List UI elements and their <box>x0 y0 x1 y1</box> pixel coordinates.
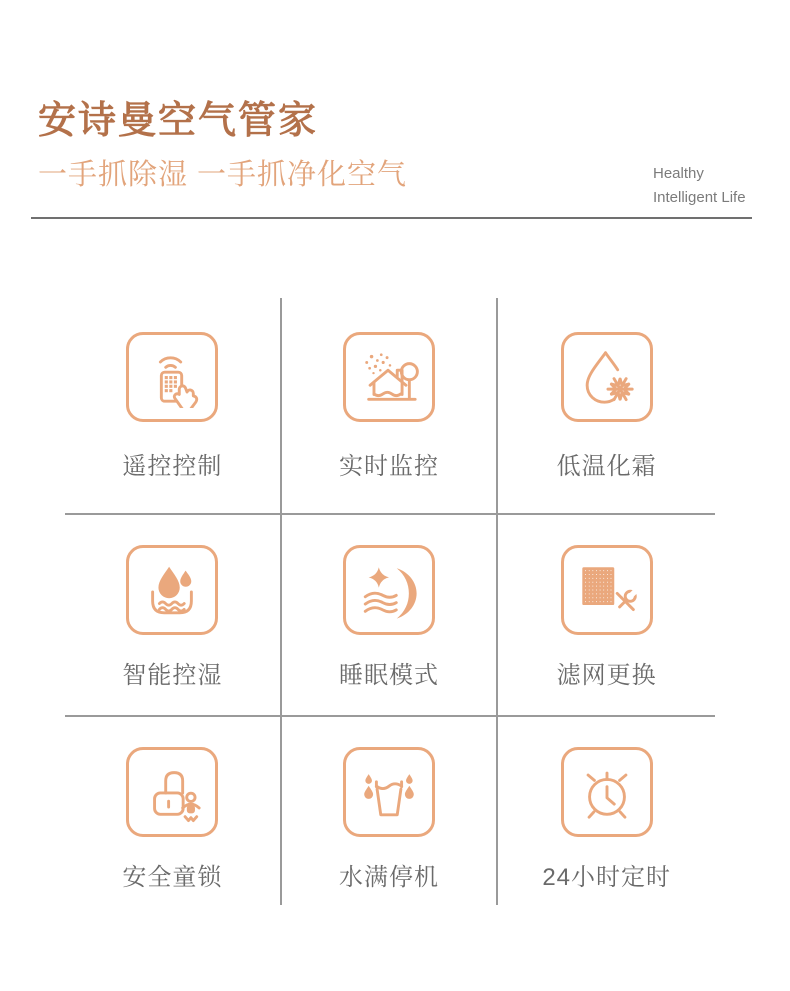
tagline-line2: Intelligent Life <box>653 189 746 206</box>
remote-control-icon <box>141 346 203 408</box>
feature-cell-defrost <box>498 298 715 515</box>
icon-frame <box>126 747 218 837</box>
page-subtitle: 一手抓除湿 一手抓净化空气 <box>38 159 408 191</box>
feature-cell-humidity-control <box>65 515 282 717</box>
features-grid <box>65 298 715 905</box>
icon-frame <box>561 545 653 635</box>
feature-label: 24小时定时 <box>542 864 672 891</box>
feature-cell-sleep-mode <box>282 515 499 717</box>
water-full-bucket-icon <box>358 761 420 823</box>
feature-cell-filter-replacement <box>498 515 715 717</box>
humidity-drops-tank-icon <box>141 559 203 621</box>
icon-frame <box>343 545 435 635</box>
alarm-clock-timer-icon <box>576 761 638 823</box>
feature-label: 智能控湿 <box>122 662 223 689</box>
tagline <box>653 162 746 210</box>
icon-frame <box>126 332 218 422</box>
feature-label: 遥控控制 <box>122 453 223 480</box>
feature-cell-child-lock <box>65 717 282 905</box>
icon-frame <box>126 545 218 635</box>
defrost-drop-snowflake-icon <box>576 346 638 408</box>
tagline-line1: Healthy <box>653 165 704 182</box>
sleep-moon-star-icon <box>358 559 420 621</box>
feature-cell-timer <box>498 717 715 905</box>
filter-mesh-tools-icon <box>576 559 638 621</box>
feature-label: 安全童锁 <box>122 864 223 891</box>
feature-cell-water-full-stop <box>282 717 499 905</box>
child-safety-lock-icon <box>141 761 203 823</box>
icon-frame <box>343 332 435 422</box>
feature-label: 滤网更换 <box>556 662 657 689</box>
icon-frame <box>561 747 653 837</box>
feature-cell-remote-control <box>65 298 282 515</box>
feature-label: 低温化霜 <box>556 453 657 480</box>
icon-frame <box>561 332 653 422</box>
feature-label: 水满停机 <box>338 864 439 891</box>
page-title: 安诗曼空气管家 <box>38 100 319 142</box>
house-monitoring-icon <box>358 346 420 408</box>
feature-label: 实时监控 <box>338 453 439 480</box>
icon-frame <box>343 747 435 837</box>
feature-label: 睡眠模式 <box>338 662 439 689</box>
header-divider <box>31 217 752 219</box>
feature-cell-monitoring <box>282 298 499 515</box>
